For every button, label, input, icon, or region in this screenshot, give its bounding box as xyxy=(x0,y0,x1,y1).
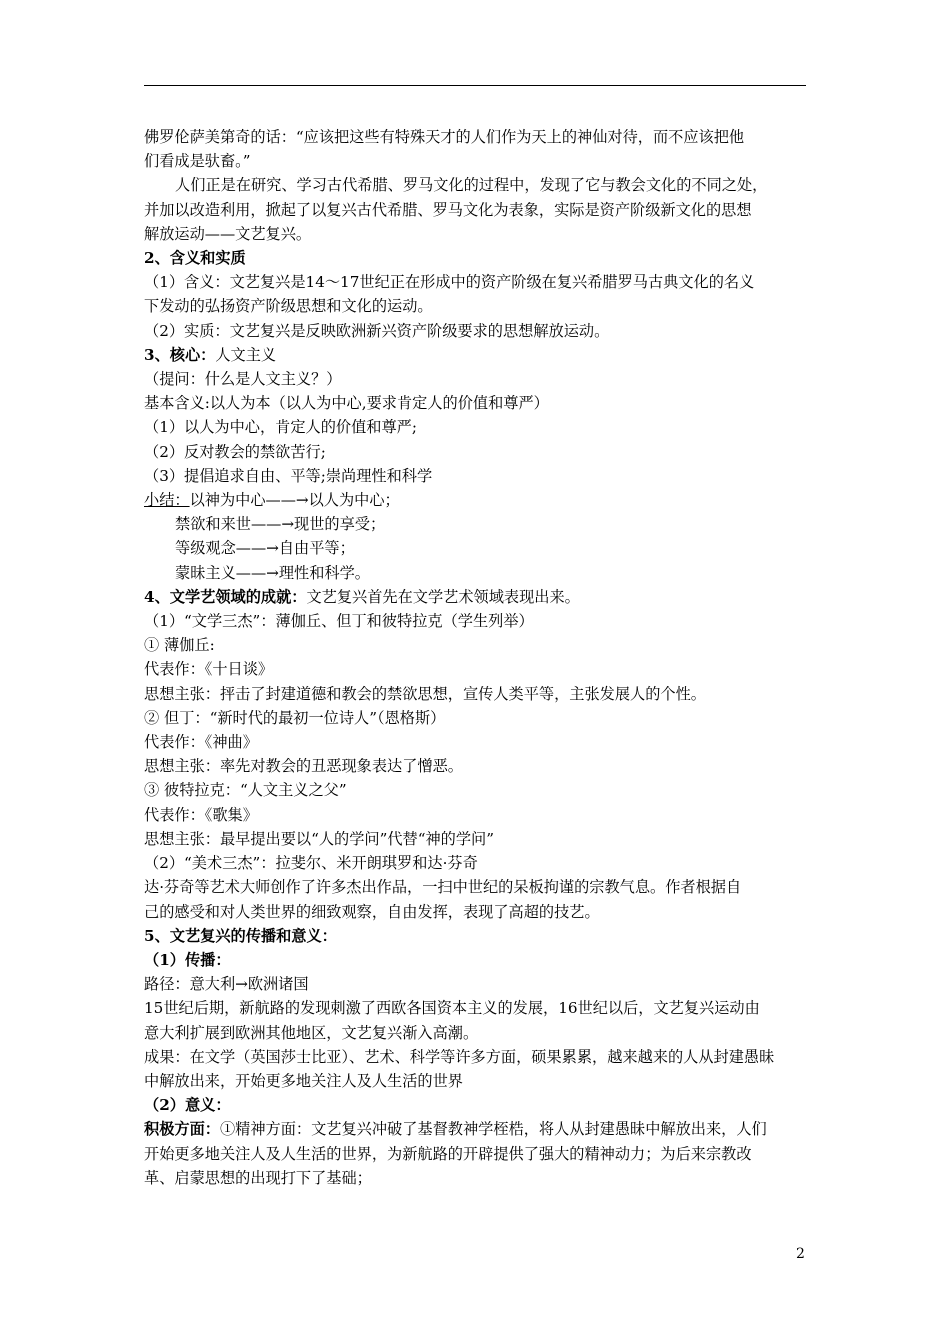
text-line: 人们正是在研究、学习古代希腊、罗马文化的过程中，发现了它与教会文化的不同之处， xyxy=(175,176,768,195)
text-line: ① 薄伽丘: xyxy=(144,636,215,655)
text-line: 革、启蒙思想的出现打下了基础； xyxy=(144,1168,372,1187)
text-line: 己的感受和对人类世界的细致观察，自由发挥，表现了高超的技艺。 xyxy=(144,902,600,921)
section-heading: 3、核心： xyxy=(144,345,216,364)
text-line: 中解放出来，开始更多地关注人及人生活的世界 xyxy=(144,1071,463,1090)
text-line: （2）反对教会的禁欲苦行; xyxy=(144,442,326,461)
text-line: 蒙昧主义——→理性和科学。 xyxy=(175,563,370,582)
summary-label: 小结： xyxy=(144,491,190,510)
section-heading-line xyxy=(144,585,808,609)
text-line: （1）“文学三杰”：薄伽丘、但丁和彼特拉克（学生列举） xyxy=(144,612,534,631)
text-line: 解放运动——文艺复兴。 xyxy=(144,224,312,243)
text-line: 意大利扩展到欧洲其他地区，文艺复兴渐入高潮。 xyxy=(144,1023,479,1042)
page-content xyxy=(144,125,808,1190)
text-span: 以神为中心——→以人为中心； xyxy=(189,491,400,510)
text-line: 15世纪后期，新航路的发现刺激了西欧各国资本主义的发展，16世纪以后，文艺复兴运动由 xyxy=(144,999,760,1018)
text-line: （2）实质：文艺复兴是反映欧洲新兴资产阶级要求的思想解放运动。 xyxy=(144,321,610,340)
section-heading: 2、含义和实质 xyxy=(144,249,246,268)
summary-line xyxy=(144,488,808,512)
text-line: 思想主张：率先对教会的丑恶现象表达了憎恶。 xyxy=(144,757,463,776)
text-line: 路径：意大利→欧洲诸国 xyxy=(144,975,309,994)
text-line: 开始更多地关注人及人生活的世界，为新航路的开辟提供了强大的精神动力；为后来宗教改 xyxy=(144,1144,752,1163)
text-line: 基本含义:以人为本（以人为中心,要求肯定人的价值和尊严） xyxy=(144,394,549,413)
text-line: 思想主张：最早提出要以“人的学问”代替“神的学问” xyxy=(144,829,494,848)
text-line: 佛罗伦萨美第奇的话：“应该把这些有特殊天才的人们作为天上的神仙对待，而不应该把他 xyxy=(144,128,745,146)
text-line: 代表作：《十日谈》 xyxy=(144,660,274,679)
section-heading-line xyxy=(144,343,808,367)
text-span: 人文主义 xyxy=(215,345,277,364)
text-line: 达·芬奇等艺术大师创作了许多杰出作品，一扫中世纪的呆板拘谨的宗教气息。作者根据自 xyxy=(144,878,742,897)
page-number: 2 xyxy=(796,1246,805,1262)
subsection-heading: （1）传播： xyxy=(144,950,231,969)
text-line: （提问：什么是人文主义？） xyxy=(144,370,342,389)
text-line: ② 但丁：“新时代的最初一位诗人”（恩格斯） xyxy=(144,708,446,727)
text-line: 下发动的弘扬资产阶级思想和文化的运动。 xyxy=(144,297,433,316)
text-line: 代表作：《神曲》 xyxy=(144,733,258,752)
header-rule xyxy=(144,85,806,86)
text-line: （1）以人为中心，肯定人的价值和尊严; xyxy=(144,418,417,437)
section-heading: 5、文艺复兴的传播和意义： xyxy=(144,926,337,945)
text-span: 文艺复兴首先在文学艺术领域表现出来。 xyxy=(306,587,580,606)
section-heading: 4、文学艺领域的成就： xyxy=(144,587,307,606)
text-line: 代表作：《歌集》 xyxy=(144,805,258,824)
text-line: 们看成是驮畜。” xyxy=(144,152,251,171)
text-line: 等级观念——→自由平等； xyxy=(175,539,355,558)
text-line: 禁欲和来世——→现世的享受； xyxy=(175,515,386,534)
bold-label: 积极方面： xyxy=(144,1120,220,1139)
text-line: （1）含义：文艺复兴是14～17世纪正在形成中的资产阶级在复兴希腊罗马古典文化的名义 xyxy=(144,273,755,292)
text-line: （2）“美术三杰”：拉斐尔、米开朗琪罗和达·芬奇 xyxy=(144,854,478,873)
text-line: ③ 彼特拉克：“人文主义之父” xyxy=(144,781,347,800)
text-line: 成果：在文学（英国莎士比亚）、艺术、科学等许多方面，硕果累累，越来越来的人从封建愚昧 xyxy=(144,1047,775,1066)
significance-line xyxy=(144,1117,808,1141)
text-span: ①精神方面：文艺复兴冲破了基督教神学桎梏，将人从封建愚昧中解放出来，人们 xyxy=(219,1120,767,1139)
text-line: 思想主张：抨击了封建道德和教会的禁欲思想，宣传人类平等，主张发展人的个性。 xyxy=(144,684,706,703)
subsection-heading: （2）意义： xyxy=(144,1096,231,1115)
text-line: （3）提倡追求自由、平等;崇尚理性和科学 xyxy=(144,466,433,485)
text-line: 并加以改造利用，掀起了以复兴古代希腊、罗马文化为表象，实际是资产阶级新文化的思想 xyxy=(144,200,752,219)
